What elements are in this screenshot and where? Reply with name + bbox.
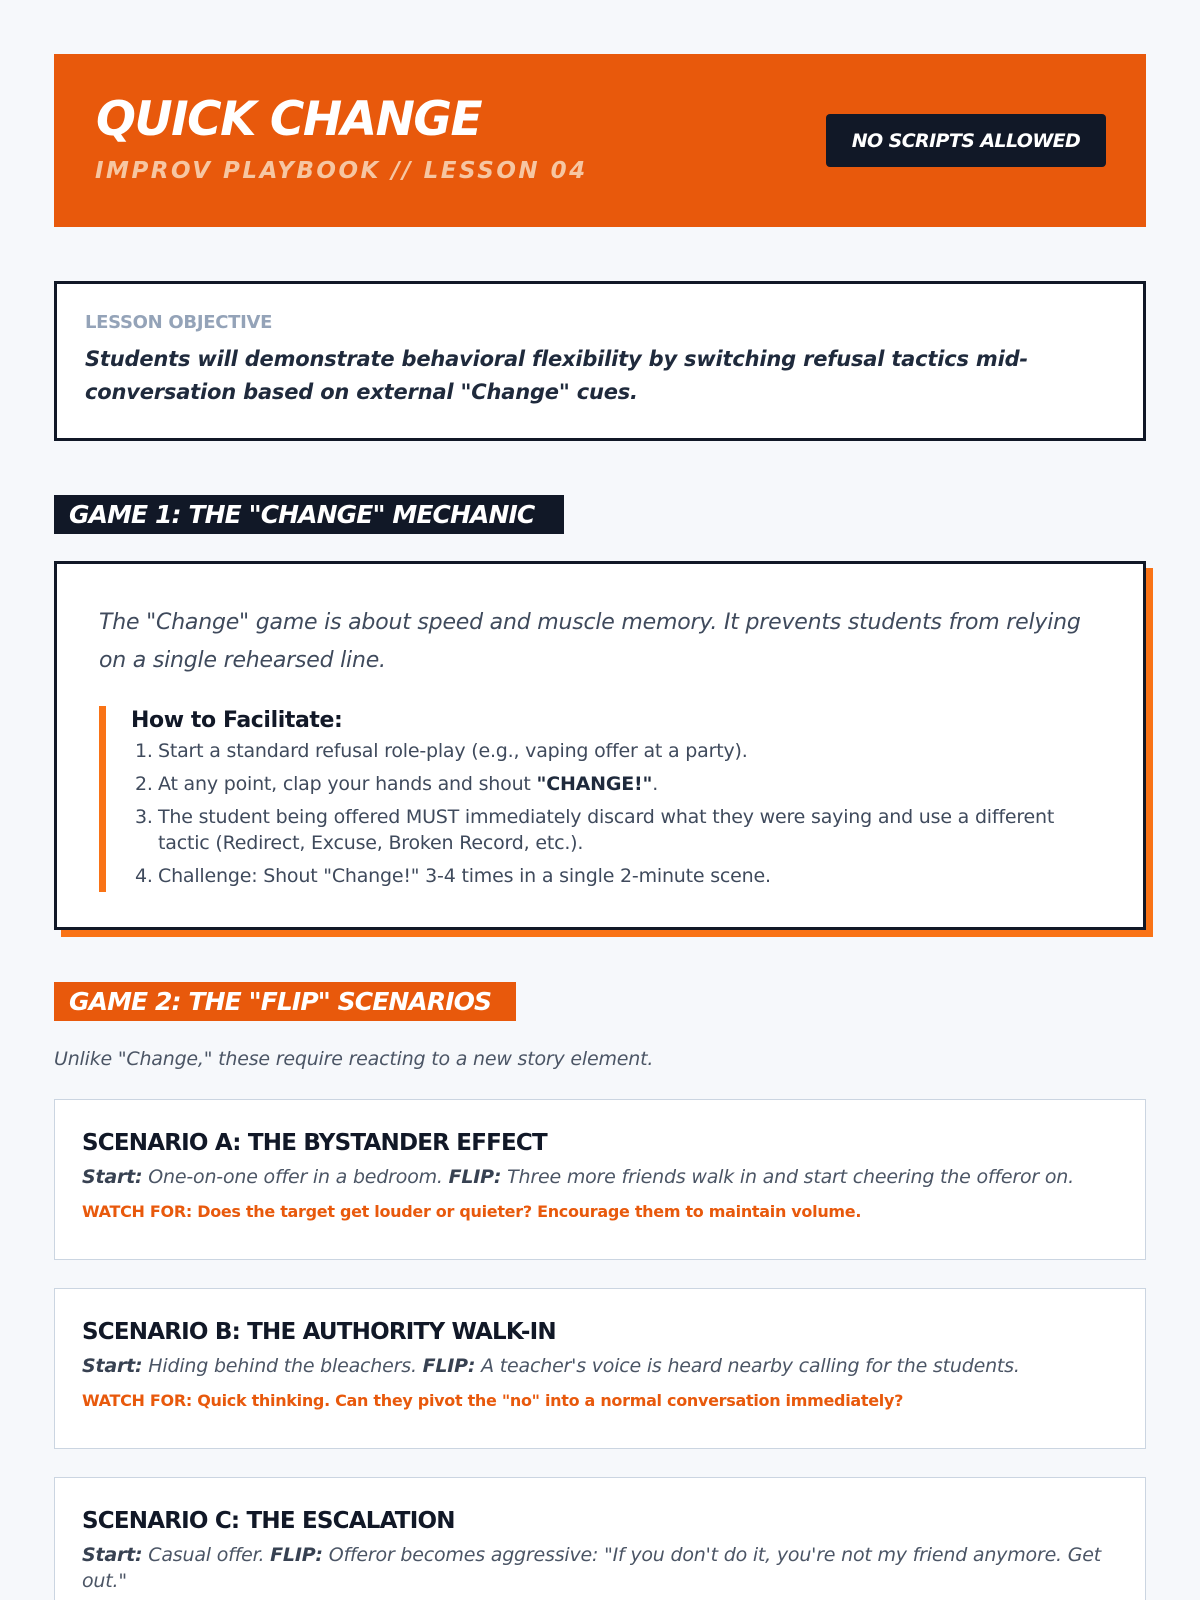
step-text: The student being offered MUST immediately discard what they were saying and use a different tactic (Redirect, Excuse, Broken Record, etc.). [158, 806, 1055, 854]
flip-label: FLIP: [422, 1355, 476, 1377]
scenario-start: Casual offer. [148, 1544, 265, 1566]
lesson-page [54, 54, 1146, 1600]
game1-intro: The "Change" game is about speed and muscle memory. It prevents students from relying on a single rehearsed line. [99, 610, 1081, 673]
scenario-list [54, 1099, 1146, 1600]
step-number: 4. [135, 865, 153, 887]
scenario-card-c [54, 1477, 1146, 1600]
scenario-card-b [54, 1288, 1146, 1449]
scenario-card-a [54, 1099, 1146, 1260]
facilitate-steps [131, 738, 1101, 889]
scenario-start: Hiding behind the bleachers. [148, 1355, 417, 1377]
facilitate-step [131, 804, 1101, 856]
step-text: At any point, clap your hands and shout [158, 773, 537, 795]
step-text: Challenge: Shout "Change!" 3-4 times in a single 2-minute scene. [158, 865, 771, 887]
game1-card [54, 561, 1146, 930]
scenario-start: One-on-one offer in a bedroom. [148, 1166, 443, 1188]
scenario-flip: Three more friends walk in and start cheering the offeror on. [507, 1166, 1074, 1188]
facilitate-title: How to Facilitate: [131, 708, 343, 733]
game2-heading-row [54, 982, 1146, 1021]
step-number: 3. [135, 806, 153, 828]
scenario-title: SCENARIO C: THE ESCALATION [82, 1508, 455, 1534]
header-banner [54, 54, 1146, 227]
start-label: Start: [82, 1544, 143, 1566]
lesson-objective-box [54, 281, 1146, 441]
scenario-flip: A teacher's voice is heard nearby calling for the students. [481, 1355, 1020, 1377]
step-text-bold: "CHANGE!" [536, 773, 653, 795]
step-text: Start a standard refusal role-play (e.g., vaping offer at a party). [158, 740, 748, 762]
scenario-watch-for: WATCH FOR: Does the target get louder or quieter? Encourage them to maintain volume. [82, 1202, 862, 1221]
page-title: QUICK CHANGE [96, 92, 482, 147]
flip-label: FLIP: [448, 1166, 502, 1188]
scenario-title: SCENARIO B: THE AUTHORITY WALK-IN [82, 1319, 556, 1345]
objective-label: LESSON OBJECTIVE [85, 312, 273, 333]
no-scripts-badge: NO SCRIPTS ALLOWED [826, 114, 1106, 167]
facilitate-step [131, 771, 1101, 797]
scenario-flip: Offeror becomes aggressive: "If you don't do it, you're not my friend anymore. Get out." [82, 1544, 1102, 1592]
scenario-title: SCENARIO A: THE BYSTANDER EFFECT [82, 1130, 547, 1156]
game1-section [54, 561, 1146, 937]
facilitate-step [131, 863, 1101, 889]
start-label: Start: [82, 1166, 143, 1188]
game2-heading: GAME 2: THE "FLIP" SCENARIOS [54, 982, 516, 1021]
step-text-end: . [652, 773, 659, 795]
facilitate-step [131, 738, 1101, 764]
scenario-watch-for: WATCH FOR: Quick thinking. Can they pivot the "no" into a normal conversation immediately? [82, 1391, 904, 1410]
scenario-description [82, 1542, 1118, 1594]
scenario-description [82, 1164, 1118, 1190]
flip-label: FLIP: [270, 1544, 323, 1566]
step-number: 1. [135, 740, 153, 762]
game1-heading: GAME 1: THE "CHANGE" MECHANIC [54, 495, 564, 534]
game2-intro: Unlike "Change," these require reacting to a new story element. [54, 1048, 654, 1070]
start-label: Start: [82, 1355, 143, 1377]
scenario-description [82, 1353, 1118, 1379]
facilitate-block [99, 706, 1101, 892]
step-number: 2. [135, 773, 153, 795]
objective-text: Students will demonstrate behavioral flexibility by switching refusal tactics mid-conversation based on external "Change" cues. [85, 347, 1028, 404]
page-subtitle: IMPROV PLAYBOOK // LESSON 04 [95, 158, 588, 184]
